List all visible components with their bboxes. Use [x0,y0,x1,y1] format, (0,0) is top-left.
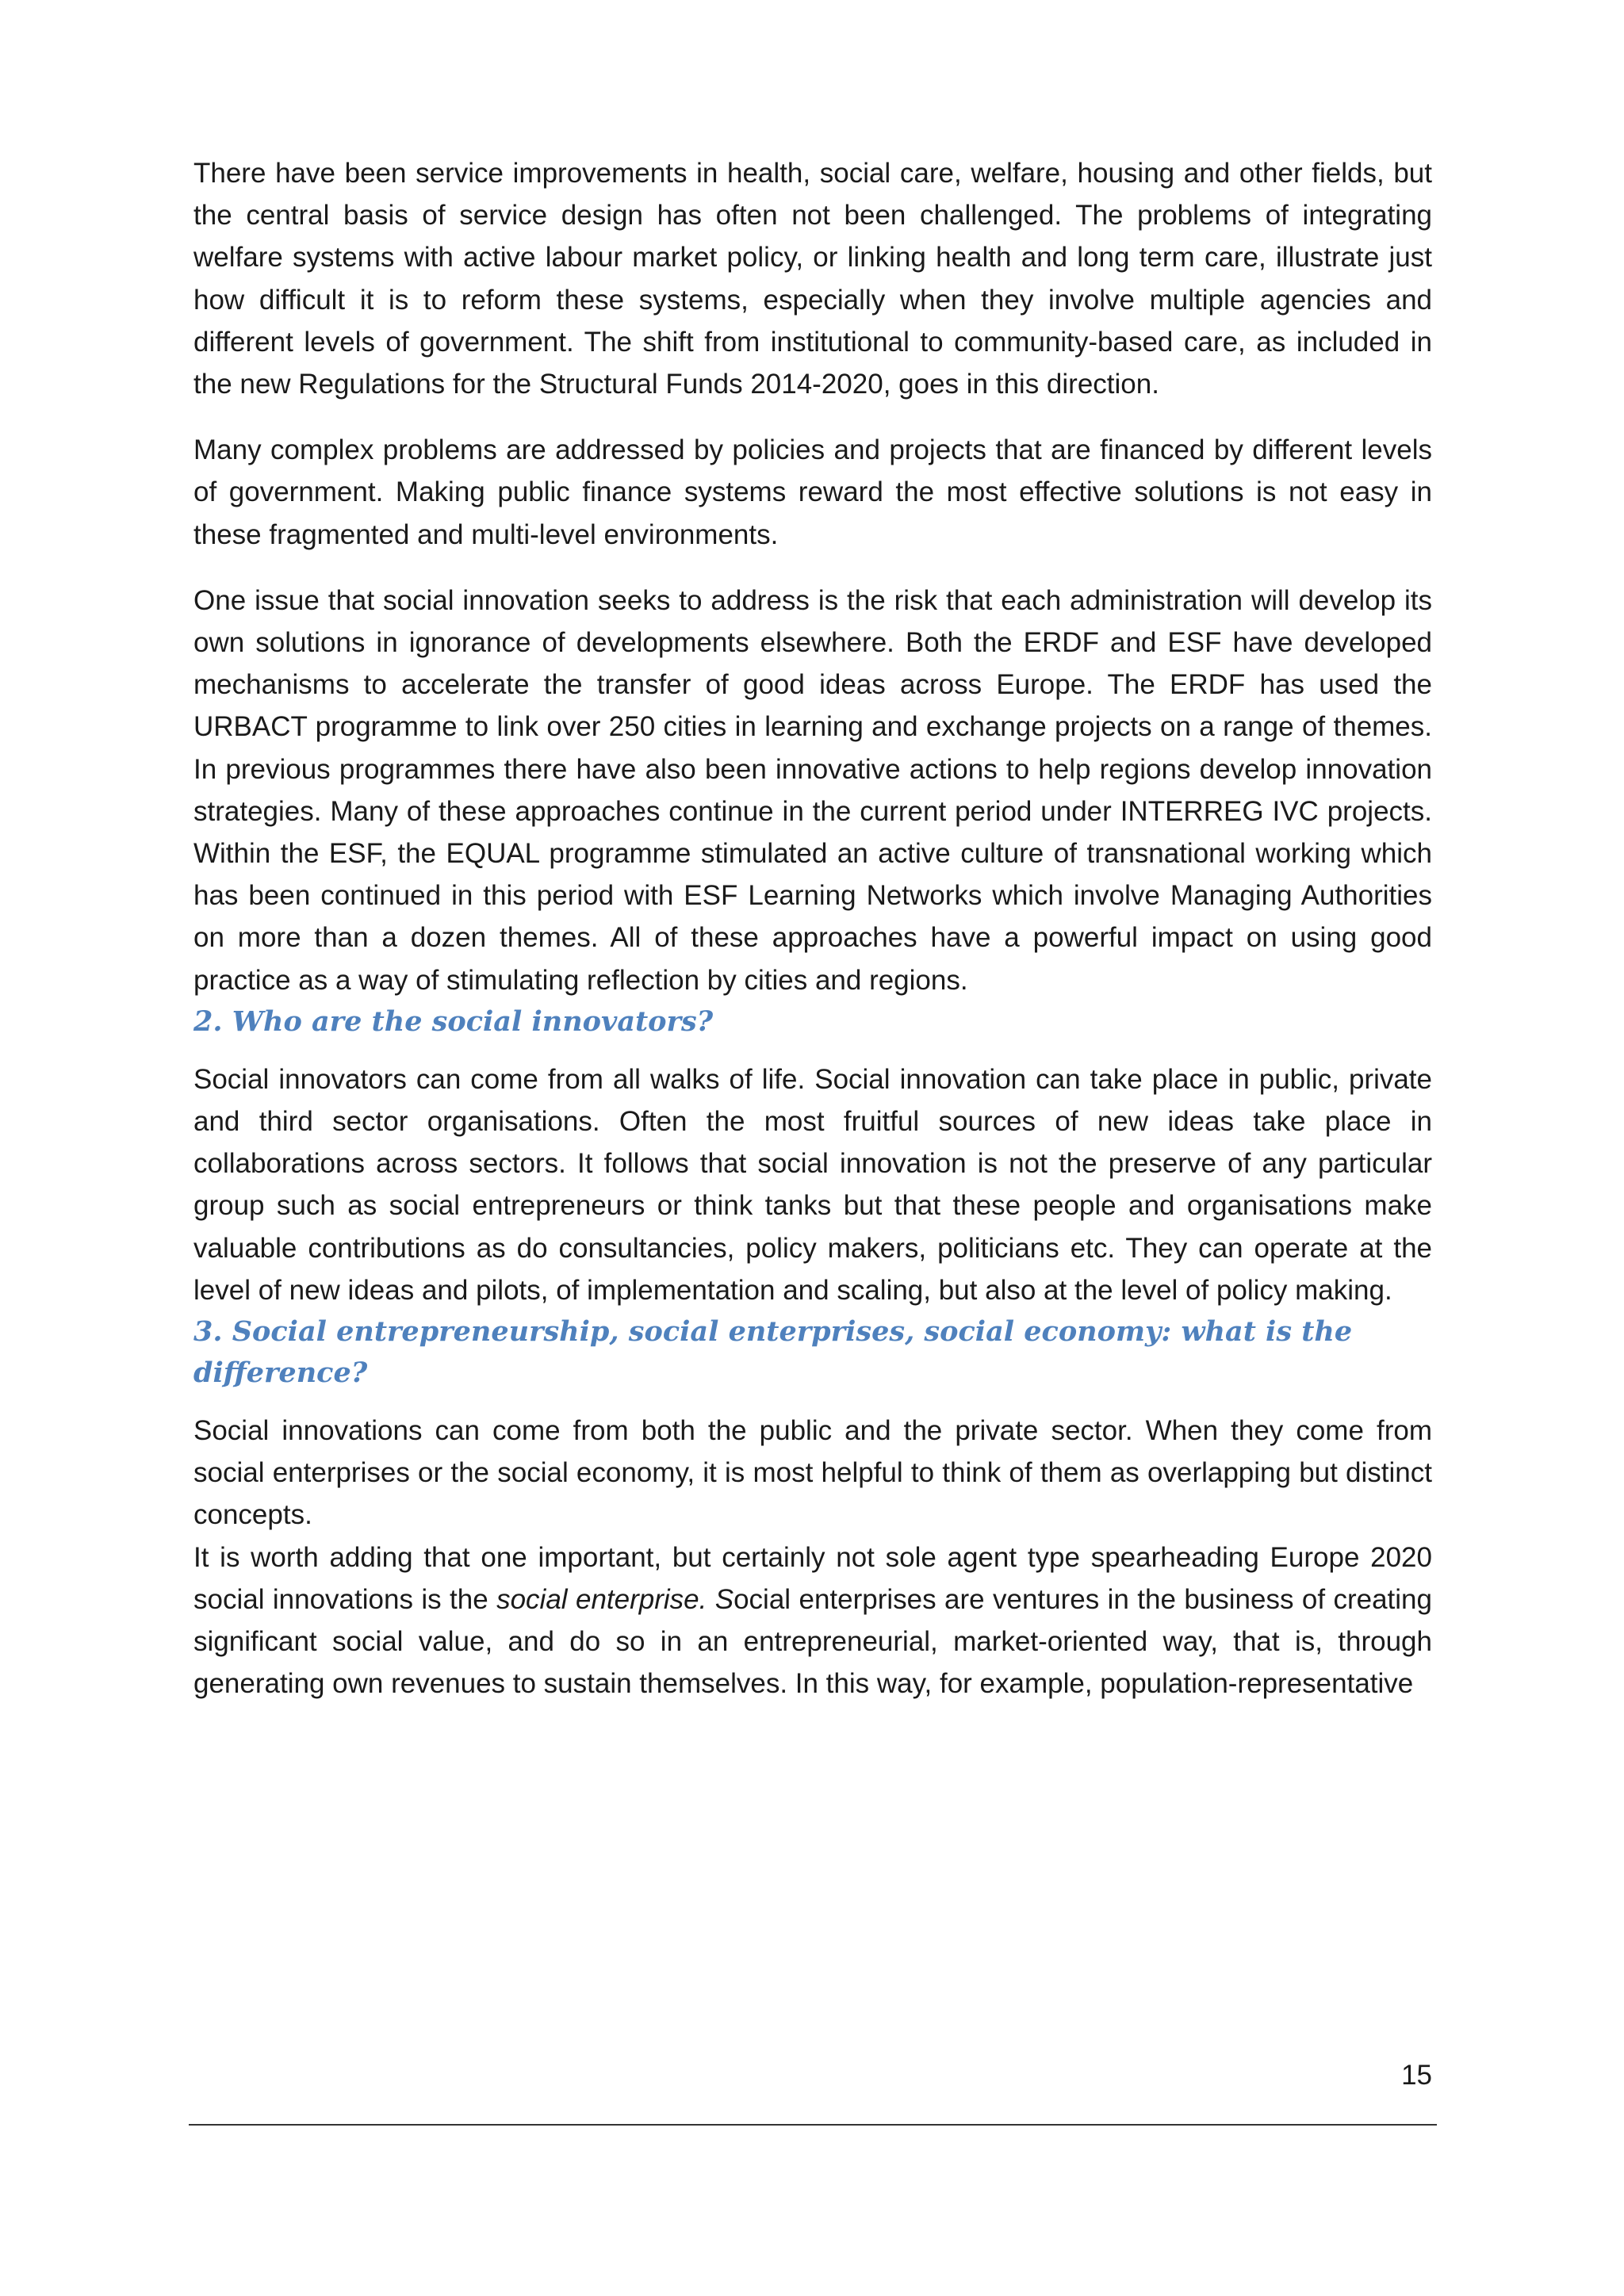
section3-paragraph-2-start: It is worth adding that one important, but certainly not sole agent type spearheading Europe 2020 social innovations is the [193,1541,1432,1615]
body-paragraph-1: There have been service improvements in health, social care, welfare, housing and other fields, but the central basis of service design has often not been challenged. The problems of integrating welfare systems with active labour market policy, or linking health and long term care, illustrate just how difficult it is to reform these systems, especially when they involve multiple agencies and different levels of government. The shift from institutional to community-based care, as included in the new Regulations for the Structural Funds 2014-2020, goes in this direction. [193,158,1432,400]
section3-paragraph-1: Social innovations can come from both the public and the private sector. When they come from social enterprises or the social economy, it is most helpful to think of them as overlapping but distinct concepts. [193,1415,1432,1531]
section-heading-social-entrepreneurship: 3. Social entrepreneurship, social enterprises, social economy: what is the difference? [193,1315,1353,1390]
footer-divider [189,2124,1437,2126]
page-number: 15 [1401,2060,1432,2091]
social-enterprise-emphasis: social enterprise. S [496,1583,734,1615]
body-paragraph-2: Many complex problems are addressed by policies and projects that are financed by different levels of government. Making public finance systems reward the most effective solutions is not easy in these fragmented and multi-level environments. [193,434,1432,550]
page-content [193,152,1432,1705]
body-paragraph-3: One issue that social innovation seeks to address is the risk that each administration will develop its own solutions in ignorance of developments elsewhere. Both the ERDF and ESF have developed mechanisms to accelerate the transfer of good ideas across Europe. The ERDF has used the URBACT programme to link over 250 cities in learning and exchange projects on a range of themes. In previous programmes there have also been innovative actions to help regions develop innovation strategies. Many of these approaches continue in the current period under INTERREG IVC projects. Within the ESF, the EQUAL programme stimulated an active culture of transnational working which has been continued in this period with ESF Learning Networks which involve Managing Authorities on more than a dozen themes. All of these approaches have a powerful impact on using good practice as a way of stimulating reflection by cities and regions. [193,584,1432,996]
section3-paragraph-2-end: ocial enterprises are ventures in the business of creating significant social value, and do so in an entrepreneurial, market-oriented way, that is, through generating own revenues to sustain themselves. In this way, for example, population-representative [193,1583,1432,1700]
section-heading-social-innovators: 2. Who are the social innovators? [193,1004,714,1038]
section3-paragraph-2 [193,1536,1432,1705]
section2-paragraph: Social innovators can come from all walks of life. Social innovation can take place in public, private and third sector organisations. Often the most fruitful sources of new ideas take place in collaborations across sectors. It follows that social innovation is not the preserve of any particular group such as social entrepreneurs or think tanks but that these people and organisations make valuable contributions as do consultancies, policy makers, politicians etc. They can operate at the level of new ideas and pilots, of implementation and scaling, but also at the level of policy making. [193,1063,1432,1306]
